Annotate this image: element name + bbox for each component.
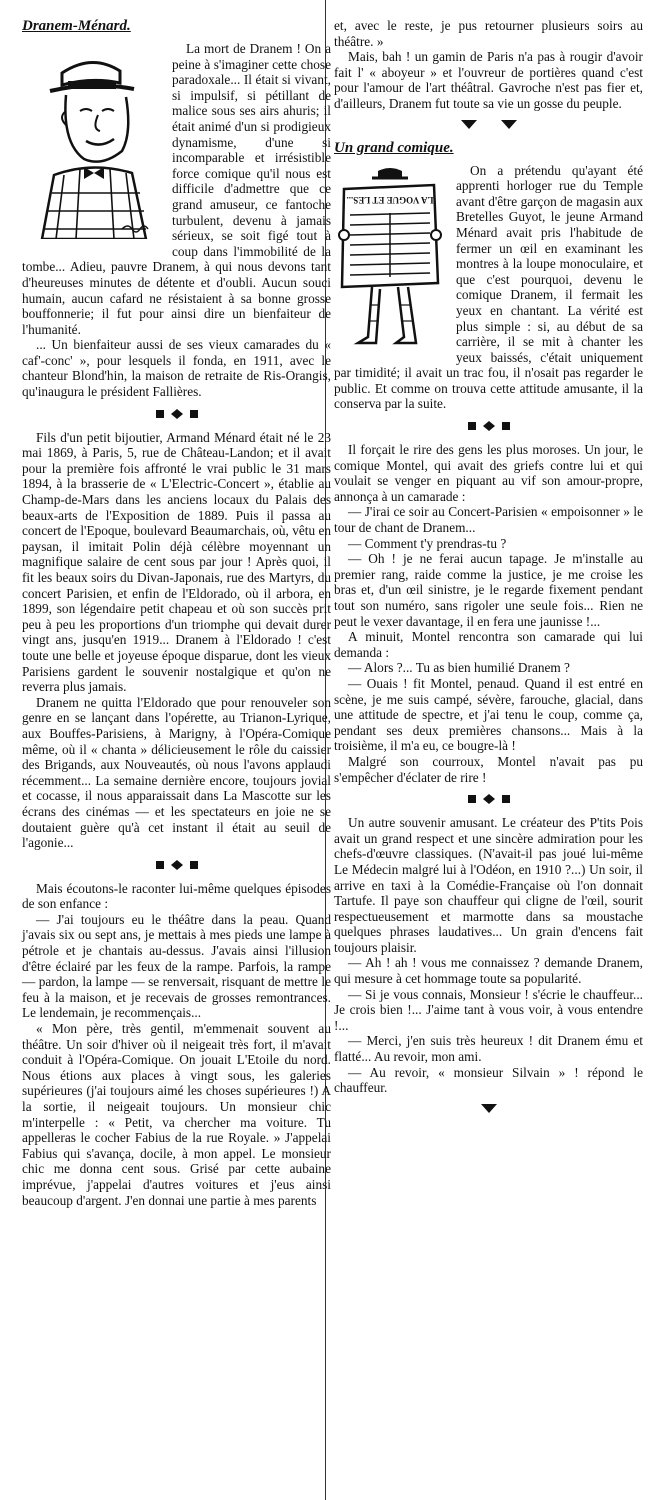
left-column xyxy=(22,18,331,1208)
caricature-dranem-illustration xyxy=(22,43,162,243)
paragraph: Mais écoutons-le raconter lui-même quelques épisodes de son enfance : xyxy=(22,880,331,912)
paragraph: — Si je vous connais, Monsieur ! s'écrie le chauffeur... Je crois bien !... J'aime tant à vous voir, à vous entendre !... xyxy=(334,986,643,1033)
end-of-article-mark xyxy=(334,118,643,130)
caricature-hat-man-icon xyxy=(22,43,162,239)
paragraph: La mort de Dranem ! On a peine à s'imaginer cette chose paradoxale... Il était si vivant, si impulsif, si pétillant de malice sous ses airs ahuris; il était animé d'un si prodigieux dynamisme, d'une si incomparable et irrésistible force comique qu'il nous est difficile d'admettre que ce grand amuseur, ce fantoche turbulent, devenu à jamais sérieux, se soit figé tout à coup dans l'immobilité de la tombe... Adieu, pauvre Dranem, à qui nous devons tant d'heureuses minutes de détente et d'oubli. Aucun souci humain, aucun cafard ne résistaient à sa bonne grosse bouffonnerie; il fut pour ainsi dire un bienfaiteur de l'humanité. xyxy=(22,41,331,337)
paragraph: — Oh ! je ne ferai aucun tapage. Je m'installe au premier rang, raide comme la justice, je me croise les bras et, d'un œil sinistre, je le regarde fixement pendant tout son numéro, sans rigoler une seule fois... Rien ne peut le vexer davantage, il en fera une jaunisse !... xyxy=(334,551,643,629)
triangle-ornament-icon xyxy=(459,118,519,130)
article-title-dranem-menard: Dranem-Ménard. xyxy=(22,18,131,34)
article-title-un-grand-comique: Un grand comique. xyxy=(334,139,454,156)
triangle-ornament-icon xyxy=(477,1102,501,1114)
separator-ornament-icon xyxy=(154,408,200,420)
section-separator xyxy=(22,408,331,420)
paragraph: — Au revoir, « monsieur Silvain » ! répond le chauffeur. xyxy=(334,1064,643,1096)
paragraph: « Mon père, très gentil, m'emmenait souvent au théâtre. Un soir d'hiver où il neigeait très fort, il m'avait conduit à l'Opéra-Comique. On jouait L'Etoile du nord. Nous étions aux places à vingt sous, les galeries supérieures (j'ai toujours aimé les choses supérieures !) A la sortie, il neigeait toujours. Un monsieur chic m'interpelle : « Petit, va chercher ma voiture. Tu appelleras le cocher Fabius de la rue Royale. » J'appelai Fabius qui s'avança, docile, à mon appel. Le monsieur chic me donna cent sous. Grisé par cette aubaine imprévue, j'appelai d'autres voitures et j'eus ainsi beaucoup d'argent. J'en donnai une partie à mes parents xyxy=(22,1021,331,1208)
paragraph: et, avec le reste, je pus retourner plusieurs soirs au théâtre. » xyxy=(334,18,643,49)
paragraph: Un autre souvenir amusant. Le créateur des P'tits Pois avait un grand respect et une sincère admiration pour les chefs-d'œuvre classiques. (N'avait-il pas joué lui-même Le Médecin malgré lui à l'Odéon, en 1910 ?...) Un soir, il arrive en taxi à la Comédie-Française où l'on donnait Tartufe. Il paye son chauffeur qui cligne de l'œil, sourit respectueusement et marmotte dans sa moustache quelques phrases laudatives... Un grain d'encens fait toujours plaisir. xyxy=(334,815,643,955)
paragraph: ... Un bienfaiteur aussi de ses vieux camarades du « caf'-conc' », pour lesquels il fonda, en 1911, avec le chanteur Blond'hin, la maison de retraite de Ris-Orangis, qu'inaugura le président Fallières. xyxy=(22,337,331,400)
paragraph: — Merci, j'en suis très heureux ! dit Dranem ému et flatté... Au revoir, mon ami. xyxy=(334,1033,643,1065)
right-column xyxy=(334,18,643,1124)
paragraph: — Ouais ! fit Montel, penaud. Quand il est entré en scène, je me suis campé, sévère, farouche, glacial, dans une attitude de spectre, et j'ai tenu le coup, comme ça, pendant ses deux premières chansons... Mais à la troisième, il m'a eu, ce bougre-là ! xyxy=(334,675,643,754)
section-separator xyxy=(22,859,331,871)
caricature-newspaper-reader-illustration xyxy=(334,165,446,353)
section-separator xyxy=(334,420,643,432)
paragraph: A minuit, Montel rencontra son camarade qui lui demanda : xyxy=(334,629,643,660)
paragraph: Mais, bah ! un gamin de Paris n'a pas à rougir d'avoir fait l' « aboyeur » et l'ouvreur de portières quand c'est pour l'amour de l'art théâtral. Gavroche n'est pas fier et, d'ailleurs, Dranem fut toute sa vie un gosse du peuple. xyxy=(334,49,643,111)
man-reading-newspaper-icon xyxy=(334,165,446,349)
separator-ornament-icon xyxy=(154,859,200,871)
section-separator xyxy=(334,793,643,805)
paragraph: — Alors ?... Tu as bien humilié Dranem ? xyxy=(348,660,570,676)
end-of-article-mark xyxy=(334,1102,643,1114)
paragraph: Dranem ne quitta l'Eldorado que pour renouveler son genre en se lançant dans l'opérette, au Trianon-Lyrique, aux Bouffes-Parisiens, à Marigny, à l'Opéra-Comique même, où il « chanta » délicieusement le rôle du caissier des Brigands, aux Nouveautés, où nous l'avons applaudi récemment... La semaine dernière encore, toujours jovial et cocasse, il nous apparaissait dans La Mascotte sur les écrans des cinémas — et les spectateurs en joie ne se doutaient guère qu'à cet instant il était au seuil de l'agonie... xyxy=(22,694,331,851)
paragraph: Il forçait le rire des gens les plus moroses. Un jour, le comique Montel, qui avait des griefs contre lui et qui voulait se venger en piquant au vif son amour-propre, annonça à un camarade : xyxy=(334,442,643,504)
paragraph: On a prétendu qu'ayant été apprenti horloger rue du Temple avant d'être garçon de magasin aux Bretelles Guyot, le jeune Armand Ménard avait pris l'habitude de fermer un œil en examinant les montres à la loupe monoculaire, et que c'est pourquoi, devenu le comique Dranem, il fermait les yeux en chantant. La vérité est plus simple : si, au début de sa carrière, il se mit à chanter les yeux baissés, c'était uniquement par timidité; il avait un trac fou, il n'osait pas regarder le public. Et comme on trouva cette attitude amusante, il la conserva par la suite. xyxy=(334,162,643,412)
paragraph: — Ah ! ah ! vous me connaissez ? demande Dranem, qui mesure à cet hommage toute sa popularité. xyxy=(334,955,643,987)
newspaper-masthead: LA VOGUE ET LES... xyxy=(346,194,434,205)
separator-ornament-icon xyxy=(466,793,512,805)
paragraph: — J'irai ce soir au Concert-Parisien « empoisonner » le tour de chant de Dranem... xyxy=(334,504,643,536)
separator-ornament-icon xyxy=(466,420,512,432)
paragraph: Fils d'un petit bijoutier, Armand Ménard était né le 23 mai 1869, à Paris, 5, rue de Château-Landon; et il avait pour la première fois affronté le vrai public le 31 mars 1894, à la brasserie de « L'Electric-Concert », établie au Champ-de-Mars dans les anciens locaux du Palais des beaux-arts de l'Exposition de 1889. Puis il passa au concert de l'Epoque, boulevard Beaumarchais, où, vêtu en paysan, il imitait Polin déjà célèbre moyennant un magnifique salaire de cent sous par jour ! Après quoi, il fit les beaux soirs du Divan-Japonais, rue des Martyrs, du concert Parisien, et enfin de l'Eldorado, où il arbora, en 1899, son légendaire petit chapeau et où son succès prit peu à peu les proportions d'un triomphe qui devait durer vingt ans, jusqu'en 1919... Dranem à l'Eldorado ! c'est toute une belle et joyeuse époque disparue, dont les vieux Parisiens gardent le souvenir nostalgique et qu'on ne reverra plus jamais. xyxy=(22,429,331,695)
paragraph: — J'ai toujours eu le théâtre dans la peau. Quand j'avais six ou sept ans, je mettais à mes pieds une lampe à pétrole et je chantais au-dessus. J'avais ainsi l'illusion d'être éclairé par les feux de la rampe. Parfois, la rampe — pardon, la lampe — se renversait, risquant de mettre le feu à la maison, et je recevais de grosses remontrances. Le lendemain, je recommençais... xyxy=(22,911,331,1021)
paragraph: — Comment t'y prendras-tu ? xyxy=(348,535,507,551)
paragraph: Malgré son courroux, Montel n'avait pas pu s'empêcher d'éclater de rire ! xyxy=(334,753,643,785)
